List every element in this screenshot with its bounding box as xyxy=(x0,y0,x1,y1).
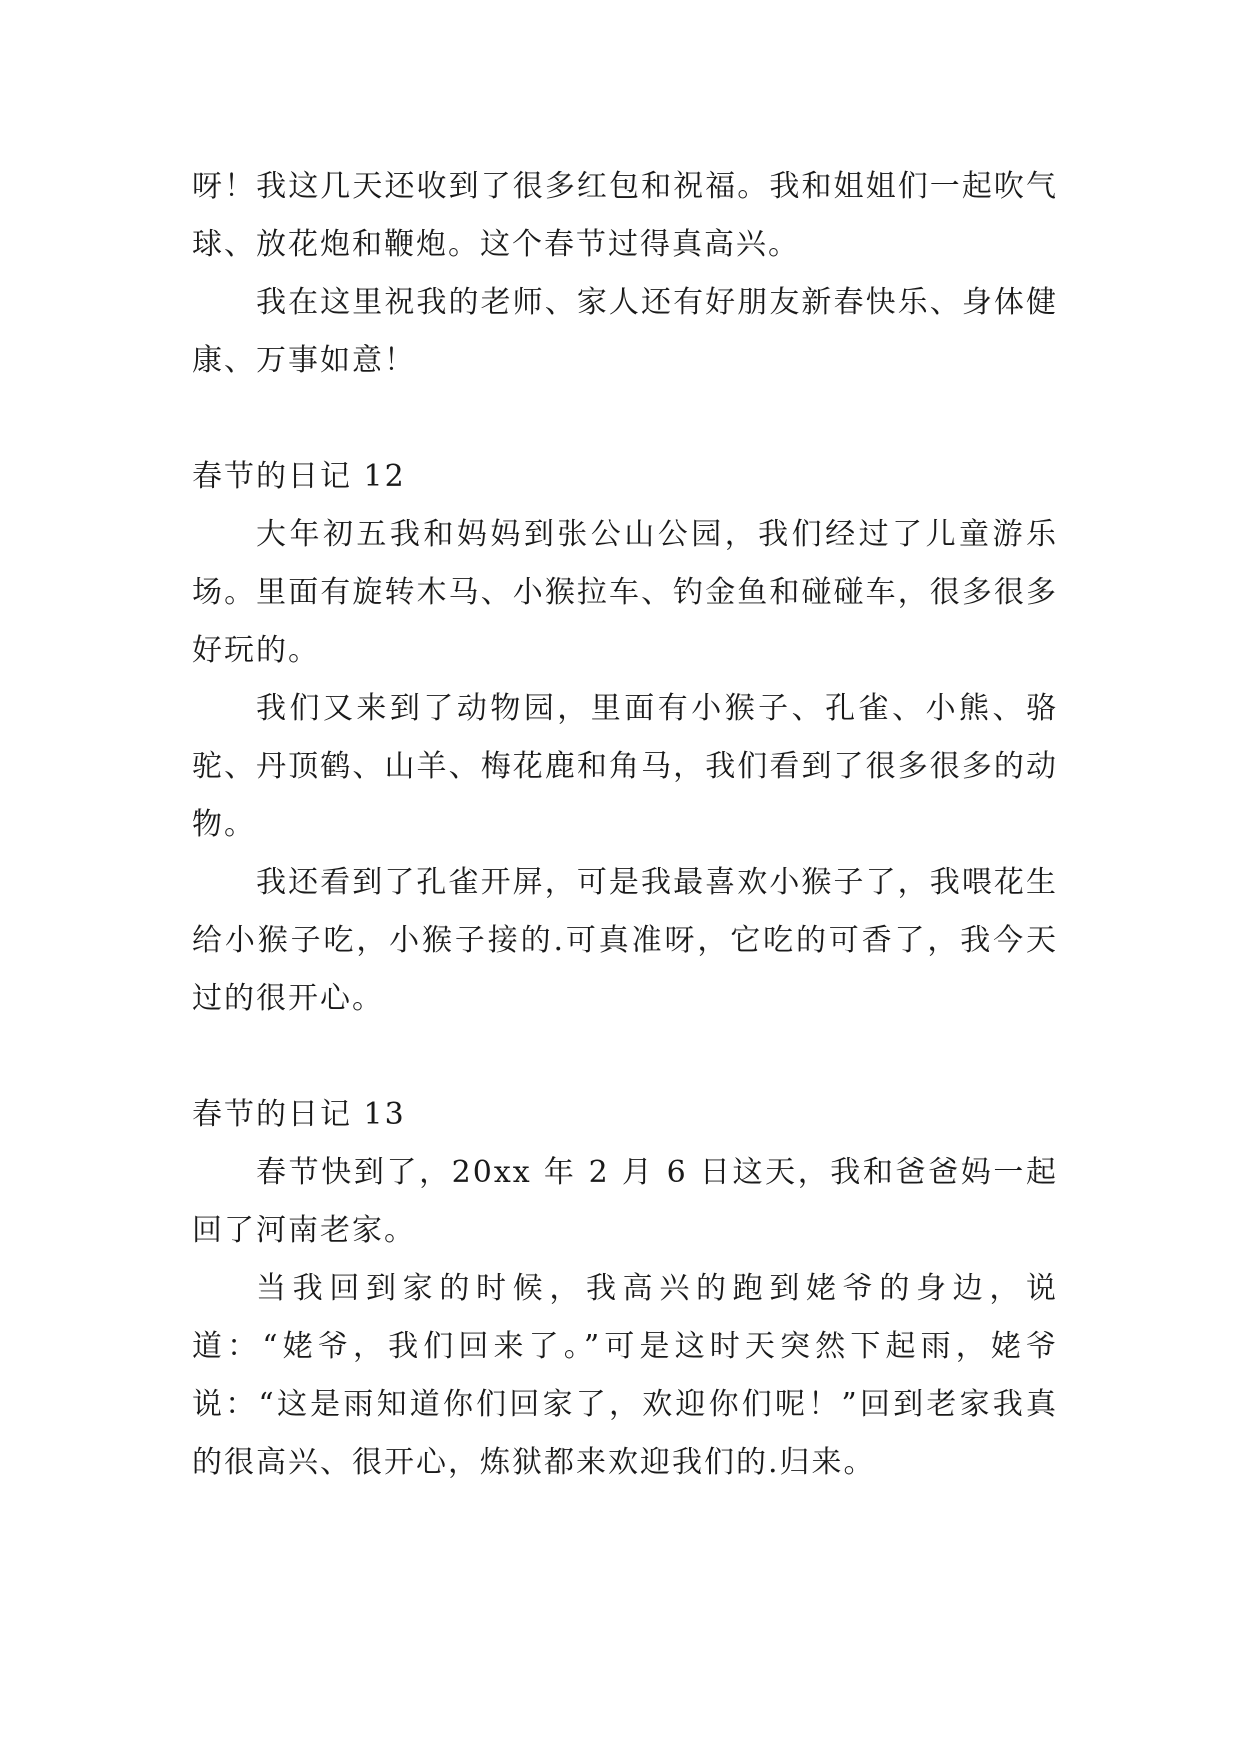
diary-13-paragraph: 春节快到了，20xx 年 2 月 6 日这天，我和爸爸妈一起回了河南老家。 xyxy=(192,1155,1058,1248)
diary-13-title: 春节的日记 13 xyxy=(192,1097,406,1132)
document-body xyxy=(192,158,1058,1492)
diary-12-paragraph: 我们又来到了动物园，里面有小猴子、孔雀、小熊、骆驼、丹顶鹤、山羊、梅花鹿和角马，我们看到了很多很多的动物。 xyxy=(192,691,1058,842)
diary-12-paragraph: 大年初五我和妈妈到张公山公园，我们经过了儿童游乐场。里面有旋转木马、小猴拉车、钓金鱼和碰碰车，很多很多好玩的。 xyxy=(192,517,1058,668)
paragraph-wishes: 我在这里祝我的老师、家人还有好朋友新春快乐、身体健康、万事如意！ xyxy=(192,285,1058,378)
diary-12-paragraph: 我还看到了孔雀开屏，可是我最喜欢小猴子了，我喂花生给小猴子吃，小猴子接的.可真准呀，它吃的可香了，我今天过的很开心。 xyxy=(192,865,1058,1016)
paragraph-continued: 呀！我这几天还收到了很多红包和祝福。我和姐姐们一起吹气球、放花炮和鞭炮。这个春节过得真高兴。 xyxy=(192,169,1058,262)
diary-12-title: 春节的日记 12 xyxy=(192,459,406,494)
diary-13-paragraph: 当我回到家的时候，我高兴的跑到姥爷的身边，说道：“姥爷，我们回来了。”可是这时天突然下起雨，姥爷说：“这是雨知道你们回家了，欢迎你们呢！”回到老家我真的很高兴、很开心，炼狱都来欢迎我们的.归来。 xyxy=(192,1271,1058,1480)
